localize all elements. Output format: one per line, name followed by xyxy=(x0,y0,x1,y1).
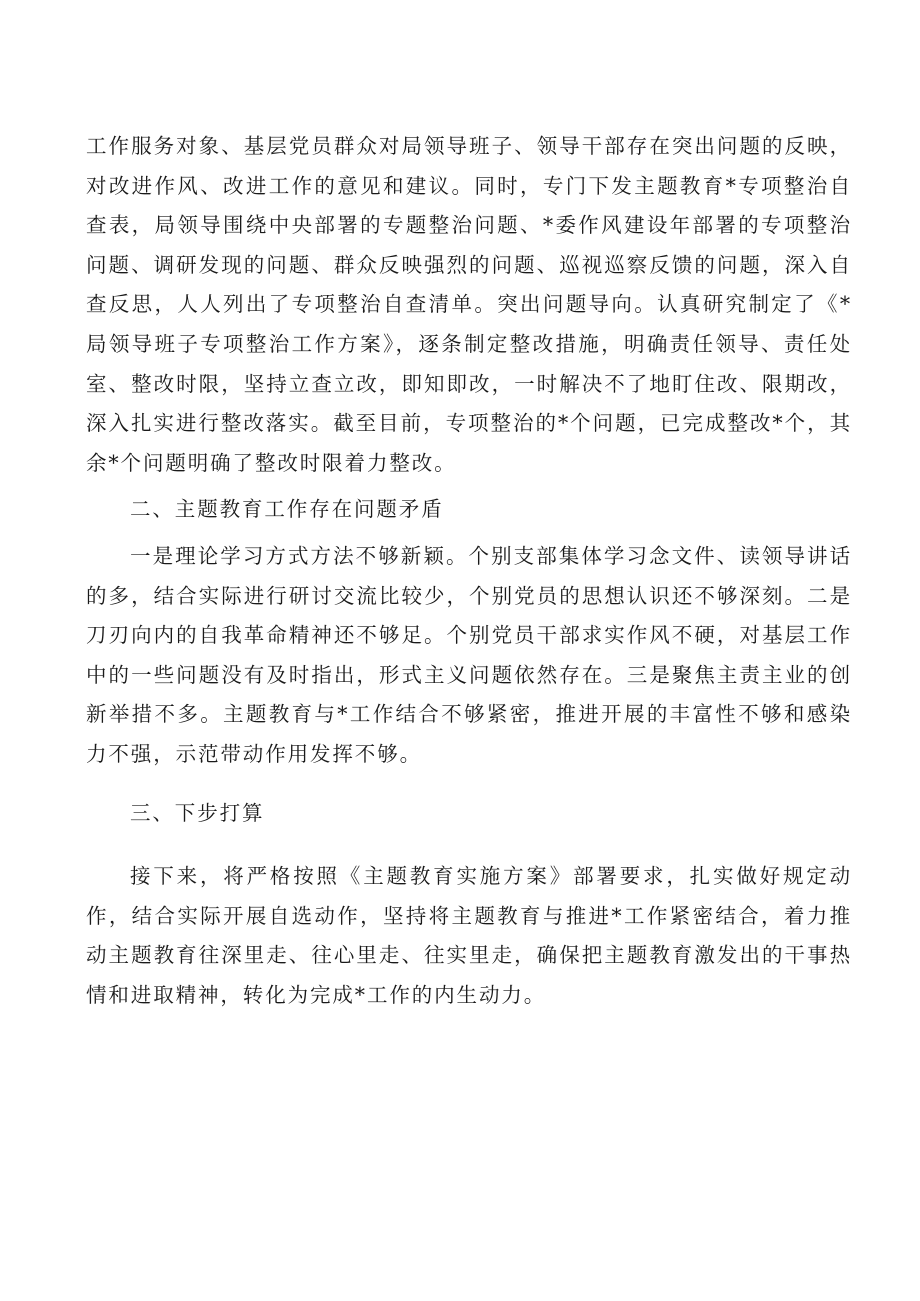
body-paragraph: 接下来，将严格按照《主题教育实施方案》部署要求，扎实做好规定动作，结合实际开展自选动作，坚持将主题教育与推进*工作紧密结合，着力推动主题教育往深里走、往心里走、往实里走，确保把主题教育激发出的干事热情和进取精神，转化为完成*工作的内生动力。 xyxy=(86,864,852,1007)
document-page xyxy=(86,127,852,1015)
body-paragraph: 一是理论学习方式方法不够新颖。个别支部集体学习念文件、读领导讲话的多，结合实际进行研讨交流比较少，个别党员的思想认识还不够深刻。二是刀刃向内的自我革命精神还不够足。个别党员干部求实作风不硬，对基层工作中的一些问题没有及时指出，形式主义问题依然存在。三是聚焦主责主业的创新举措不多。主题教育与*工作结合不够紧密，推进开展的丰富性不够和感染力不强，示范带动作用发挥不够。 xyxy=(86,543,852,766)
section-heading: 三、下步打算 xyxy=(130,800,265,825)
section-heading: 二、主题教育工作存在问题矛盾 xyxy=(130,497,444,522)
body-paragraph: 工作服务对象、基层党员群众对局领导班子、领导干部存在突出问题的反映，对改进作风、改进工作的意见和建议。同时，专门下发主题教育*专项整治自查表，局领导围绕中央部署的专题整治问题、*委作风建设年部署的专项整治问题、调研发现的问题、群众反映强烈的问题、巡视巡察反馈的问题，深入自查反思，人人列出了专项整治自查清单。突出问题导向。认真研究制定了《*局领导班子专项整治工作方案》，逐条制定整改措施，明确责任领导、责任处室、整改时限，坚持立查立改，即知即改，一时解决不了地盯住改、限期改，深入扎实进行整改落实。截至目前，专项整治的*个问题，已完成整改*个，其余*个问题明确了整改时限着力整改。 xyxy=(86,134,852,475)
